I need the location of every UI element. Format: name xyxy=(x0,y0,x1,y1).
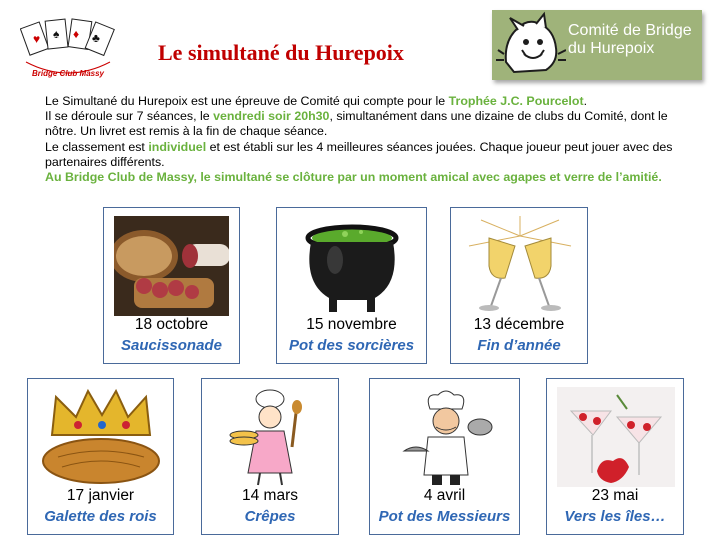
logo-text: Bridge Club Massy xyxy=(31,69,105,78)
session-card-7 xyxy=(546,378,684,535)
logo-line-2: du Hurepoix xyxy=(568,40,655,57)
comite-hurepoix-logo xyxy=(492,10,702,80)
session-card-6 xyxy=(369,378,520,535)
session-name: Pot des Messieurs xyxy=(378,508,511,525)
boar-icon xyxy=(496,10,566,80)
svg-text:♦: ♦ xyxy=(73,27,80,41)
intro-line-3: Le classement est individuel et est établi sur les 4 meilleures séances jouées. Chaque joueur peut jouer avec des partenaires différents. xyxy=(45,139,673,169)
session-date: 4 avril xyxy=(423,487,466,504)
crown-galette-icon xyxy=(38,387,163,487)
session-name: Vers les îles… xyxy=(564,508,666,525)
session-card-5 xyxy=(201,378,339,535)
intro-line-1: Le Simultané du Hurepoix est une épreuve de Comité qui compte pour le Trophée J.C. Pourcelot. xyxy=(45,94,588,108)
cards-fan-icon xyxy=(20,18,116,88)
session-date: 15 novembre xyxy=(306,316,397,333)
session-card-2 xyxy=(276,207,427,364)
logo-line-1: Comité de Bridge xyxy=(568,22,692,39)
saucisson-icon xyxy=(114,216,229,316)
page-title: Le simultané du Hurepoix xyxy=(158,40,404,65)
session-card-3 xyxy=(450,207,588,364)
session-date: 23 mai xyxy=(591,487,639,504)
session-name: Pot des sorcières xyxy=(288,337,415,354)
chef-icon xyxy=(380,387,509,487)
session-date: 17 janvier xyxy=(66,487,135,504)
bridge-club-massy-logo xyxy=(20,18,116,88)
session-card-4 xyxy=(27,378,174,535)
cocktail-icon xyxy=(557,387,673,487)
session-name: Crêpes xyxy=(244,508,296,525)
session-name: Fin d’année xyxy=(477,337,561,354)
intro-text xyxy=(45,94,685,185)
session-name: Galette des rois xyxy=(44,508,157,525)
session-card-1 xyxy=(103,207,240,364)
session-date: 13 décembre xyxy=(473,316,565,333)
intro-line-4: Au Bridge Club de Massy, le simultané se clôture par un moment amical avec agapes et verre de l’amitié. xyxy=(45,170,662,185)
champagne-icon xyxy=(461,216,577,316)
crepe-chef-icon xyxy=(212,387,328,487)
cauldron-icon xyxy=(287,216,416,316)
session-date: 14 mars xyxy=(242,487,298,504)
session-name: Saucissonade xyxy=(121,337,222,354)
intro-line-2: Il se déroule sur 7 séances, le vendredi soir 20h30, simultanément dans une dizaine de clubs du Comité, dont le nôtre. Un livret est remis à la fin de chaque séance. xyxy=(45,109,668,139)
svg-text:♠: ♠ xyxy=(53,27,60,41)
svg-text:♥: ♥ xyxy=(33,32,41,46)
svg-text:♣: ♣ xyxy=(92,31,100,45)
session-date: 18 octobre xyxy=(134,316,209,333)
